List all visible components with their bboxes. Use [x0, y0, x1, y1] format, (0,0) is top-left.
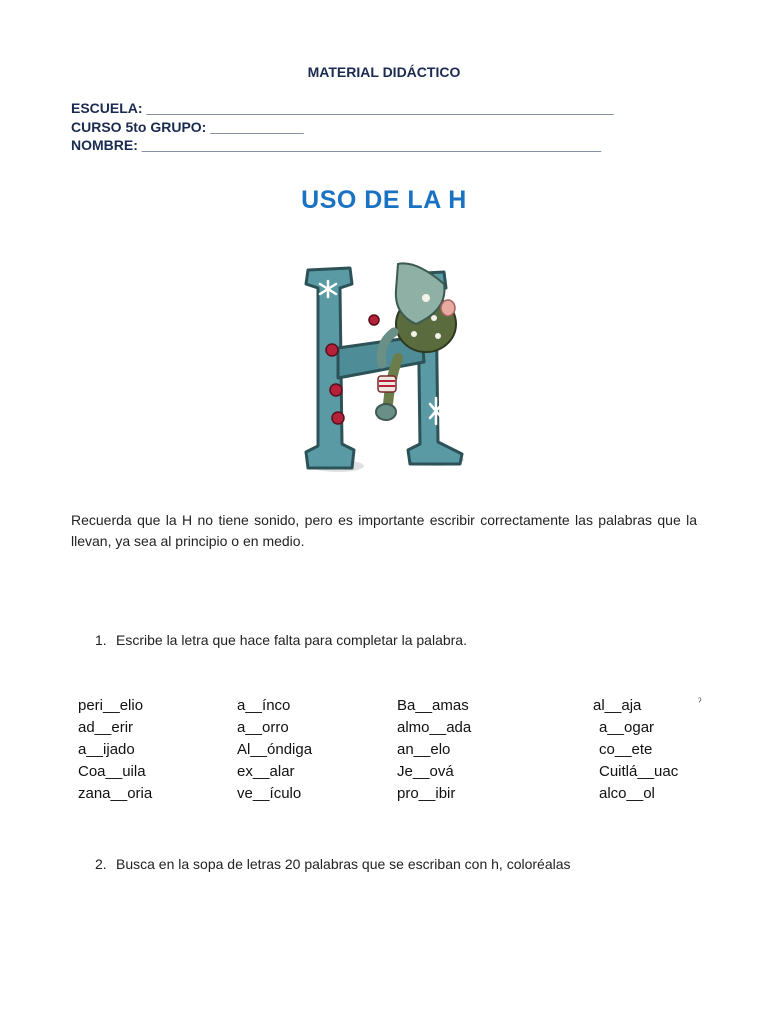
word-item: ex__alar — [237, 763, 295, 780]
nombre-field: NOMBRE: ___________________________________________________________ — [71, 137, 602, 153]
word-item: Ba__amas — [397, 697, 469, 714]
letter-h-with-gnome-icon — [298, 254, 470, 476]
stray-mark-icon: ˀ — [698, 697, 702, 708]
curso-grupo-field: CURSO 5to GRUPO: ____________ — [71, 119, 304, 135]
instruction-1-number: 1. — [95, 632, 107, 648]
word-item: a__orro — [237, 719, 289, 736]
word-item: Cuitlá__uac — [599, 763, 679, 780]
intro-paragraph: Recuerda que la H no tiene sonido, pero es importante escribir correctamente las palabras que la llevan, ya sea al principio o en medio. — [71, 512, 697, 549]
word-item: Coa__uila — [78, 763, 146, 780]
word-item: alco__ol — [599, 785, 655, 802]
word-item: a__ogar — [599, 719, 655, 736]
word-item: ad__erir — [78, 719, 134, 736]
escuela-field: ESCUELA: ____________________________________________________________ — [71, 100, 614, 116]
instruction-2-text: Busca en la sopa de letras 20 palabras que se escriban con h, coloréalas — [116, 856, 571, 872]
word-item: al__aja — [593, 697, 642, 714]
word-item: Al__óndiga — [237, 741, 313, 758]
word-item: almo__ada — [397, 719, 472, 736]
word-item: peri__elio — [78, 697, 144, 714]
instruction-1 — [95, 632, 467, 648]
page-title: USO DE LA H — [301, 186, 467, 214]
word-item: Je__ová — [397, 763, 454, 780]
word-item: a__ijado — [78, 741, 135, 758]
instruction-2 — [95, 856, 571, 872]
document-header-title: MATERIAL DIDÁCTICO — [307, 64, 461, 80]
instruction-2-number: 2. — [95, 856, 107, 872]
word-item: ve__ículo — [237, 785, 302, 802]
word-item: pro__ibir — [397, 785, 456, 802]
word-item: co__ete — [599, 741, 653, 758]
word-item: a__ínco — [237, 697, 291, 714]
instruction-1-text: Escribe la letra que hace falta para completar la palabra. — [116, 632, 467, 648]
word-item: zana__oria — [78, 785, 153, 802]
word-item: an__elo — [397, 741, 451, 758]
